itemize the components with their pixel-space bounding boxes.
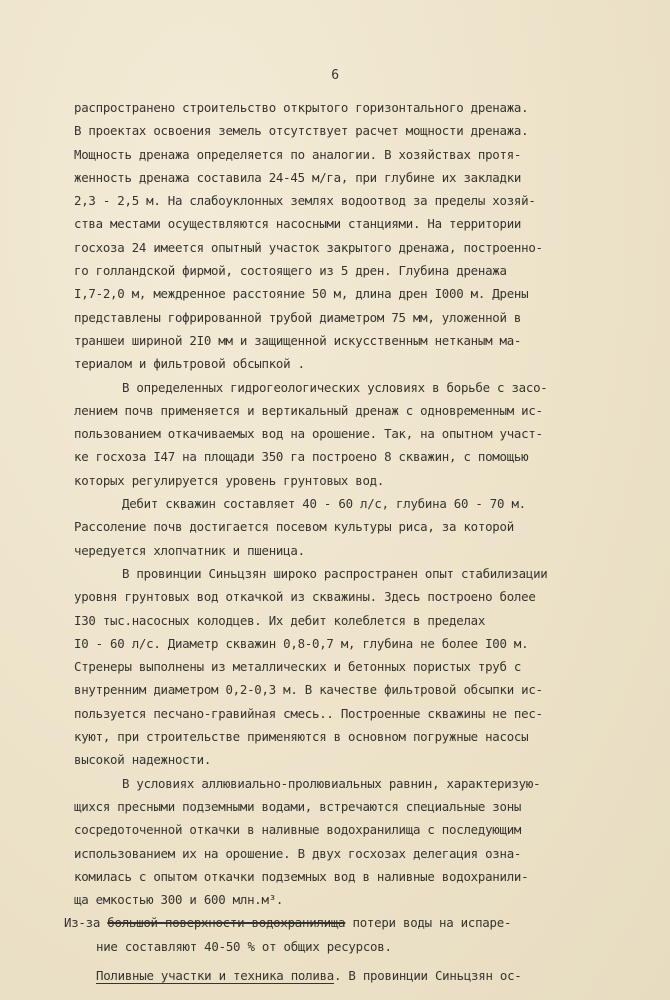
struck-out-text: большой поверхности водохранилища xyxy=(107,915,346,931)
text-line: ке госхоза I47 на площади 350 га построено 8 скважин, с помощью xyxy=(74,449,529,465)
text-line: госхоза 24 имеется опытный участок закрытого дренажа, построенно- xyxy=(74,239,543,255)
text-line: I30 тыс.насосных колодцев. Их дебит колеблется в пределах xyxy=(74,612,486,628)
text-line: ща емкостью 300 и 600 млн.м³. xyxy=(74,892,284,908)
paragraph-first-line: В условиях аллювиально-пролювиальных равнин, характеризую- xyxy=(122,775,541,791)
text-line: женность дренажа составила 24-45 м/га, при глубине их закладки xyxy=(74,169,522,185)
text-line: внутренним диаметром 0,2-0,3 м. В качестве фильтровой обсыпки ис- xyxy=(74,682,543,698)
text-line: Рассоление почв достигается посевом культуры риса, за которой xyxy=(74,519,514,535)
text-line: высокой надежности. xyxy=(74,752,212,768)
text-line: ние составляют 40-50 % от общих ресурсов. xyxy=(96,938,392,954)
paragraph-first-line: Дебит скважин составляет 40 - 60 л/с, глубина 60 - 70 м. xyxy=(122,496,526,512)
text-line: Мощность дренажа определяется по аналогии. В хозяйствах протя- xyxy=(74,146,522,162)
text-line: использованием их на орошение. В двух госхозах делегация озна- xyxy=(74,845,522,861)
section-heading-continuation: . В провинции Синьцзян ос- xyxy=(334,967,522,983)
text-line: 2,3 - 2,5 м. На слабоуклонных землях водоотвод за пределы хозяй- xyxy=(74,193,536,209)
page-number: 6 xyxy=(331,68,339,83)
text-line: куют, при строительстве применяются в основном погружные насосы xyxy=(74,729,529,745)
text-line: ства местами осуществляются насосными станциями. На территории xyxy=(74,216,522,232)
text-line: щихся пресными подземными водами, встречаются специальные зоны xyxy=(74,798,522,814)
paragraph-first-line: В определенных гидрогеологических условиях в борьбе с засо- xyxy=(122,379,548,395)
struck-line-prefix: Из-за xyxy=(64,915,108,931)
body-text xyxy=(64,96,634,987)
text-line: чередуется хлопчатник и пшеница. xyxy=(74,542,305,558)
text-line: представлены гофрированной трубой диаметром 75 мм, уложенной в xyxy=(74,309,522,325)
text-line: траншеи шириной 2I0 мм и защищенной искусственным нетканым ма- xyxy=(74,332,522,348)
text-line: пользованием откачиваемых вод на орошение. Так, на опытном участ- xyxy=(74,426,543,442)
struck-line-suffix: потери воды на испаре- xyxy=(345,915,512,931)
text-line-with-strikethrough xyxy=(64,911,634,934)
section-heading: Поливные участки и техника полива xyxy=(96,967,334,983)
text-line: I,7-2,0 м, междренное расстояние 50 м, длина дрен I000 м. Дрены xyxy=(74,286,529,302)
text-line: I0 - 60 л/с. Диаметр скважин 0,8-0,7 м, глубина не более I00 м. xyxy=(74,635,529,651)
text-line: уровня грунтовых вод откачкой из скважины. Здесь построено более xyxy=(74,589,536,605)
paragraph-first-line: В провинции Синьцзян широко распространен опыт стабилизации xyxy=(122,565,548,581)
text-line: В проектах освоения земель отсутствует расчет мощности дренажа. xyxy=(74,123,529,139)
text-line: Стренеры выполнены из металлических и бетонных пористых труб с xyxy=(74,659,522,675)
text-line: териалом и фильтровой обсыпкой . xyxy=(74,356,305,372)
text-line: распространено строительство открытого горизонтального дренажа. xyxy=(74,100,529,115)
text-line: го голландской фирмой, состоящего из 5 дрен. Глубина дренажа xyxy=(74,263,507,279)
text-line: пользуется песчано-гравийная смесь.. Построенные скважины не пес- xyxy=(74,705,543,721)
text-line: которых регулируется уровень грунтовых вод. xyxy=(74,472,385,488)
text-line: комилась с опытом откачки подземных вод в наливные водохранили- xyxy=(74,868,529,884)
section-heading-line xyxy=(74,964,634,987)
text-line: сосредоточенной откачки в наливные водохранилища с последующим xyxy=(74,822,522,838)
text-line: лением почв применяется и вертикальный дренаж с одновременным ис- xyxy=(74,402,543,418)
